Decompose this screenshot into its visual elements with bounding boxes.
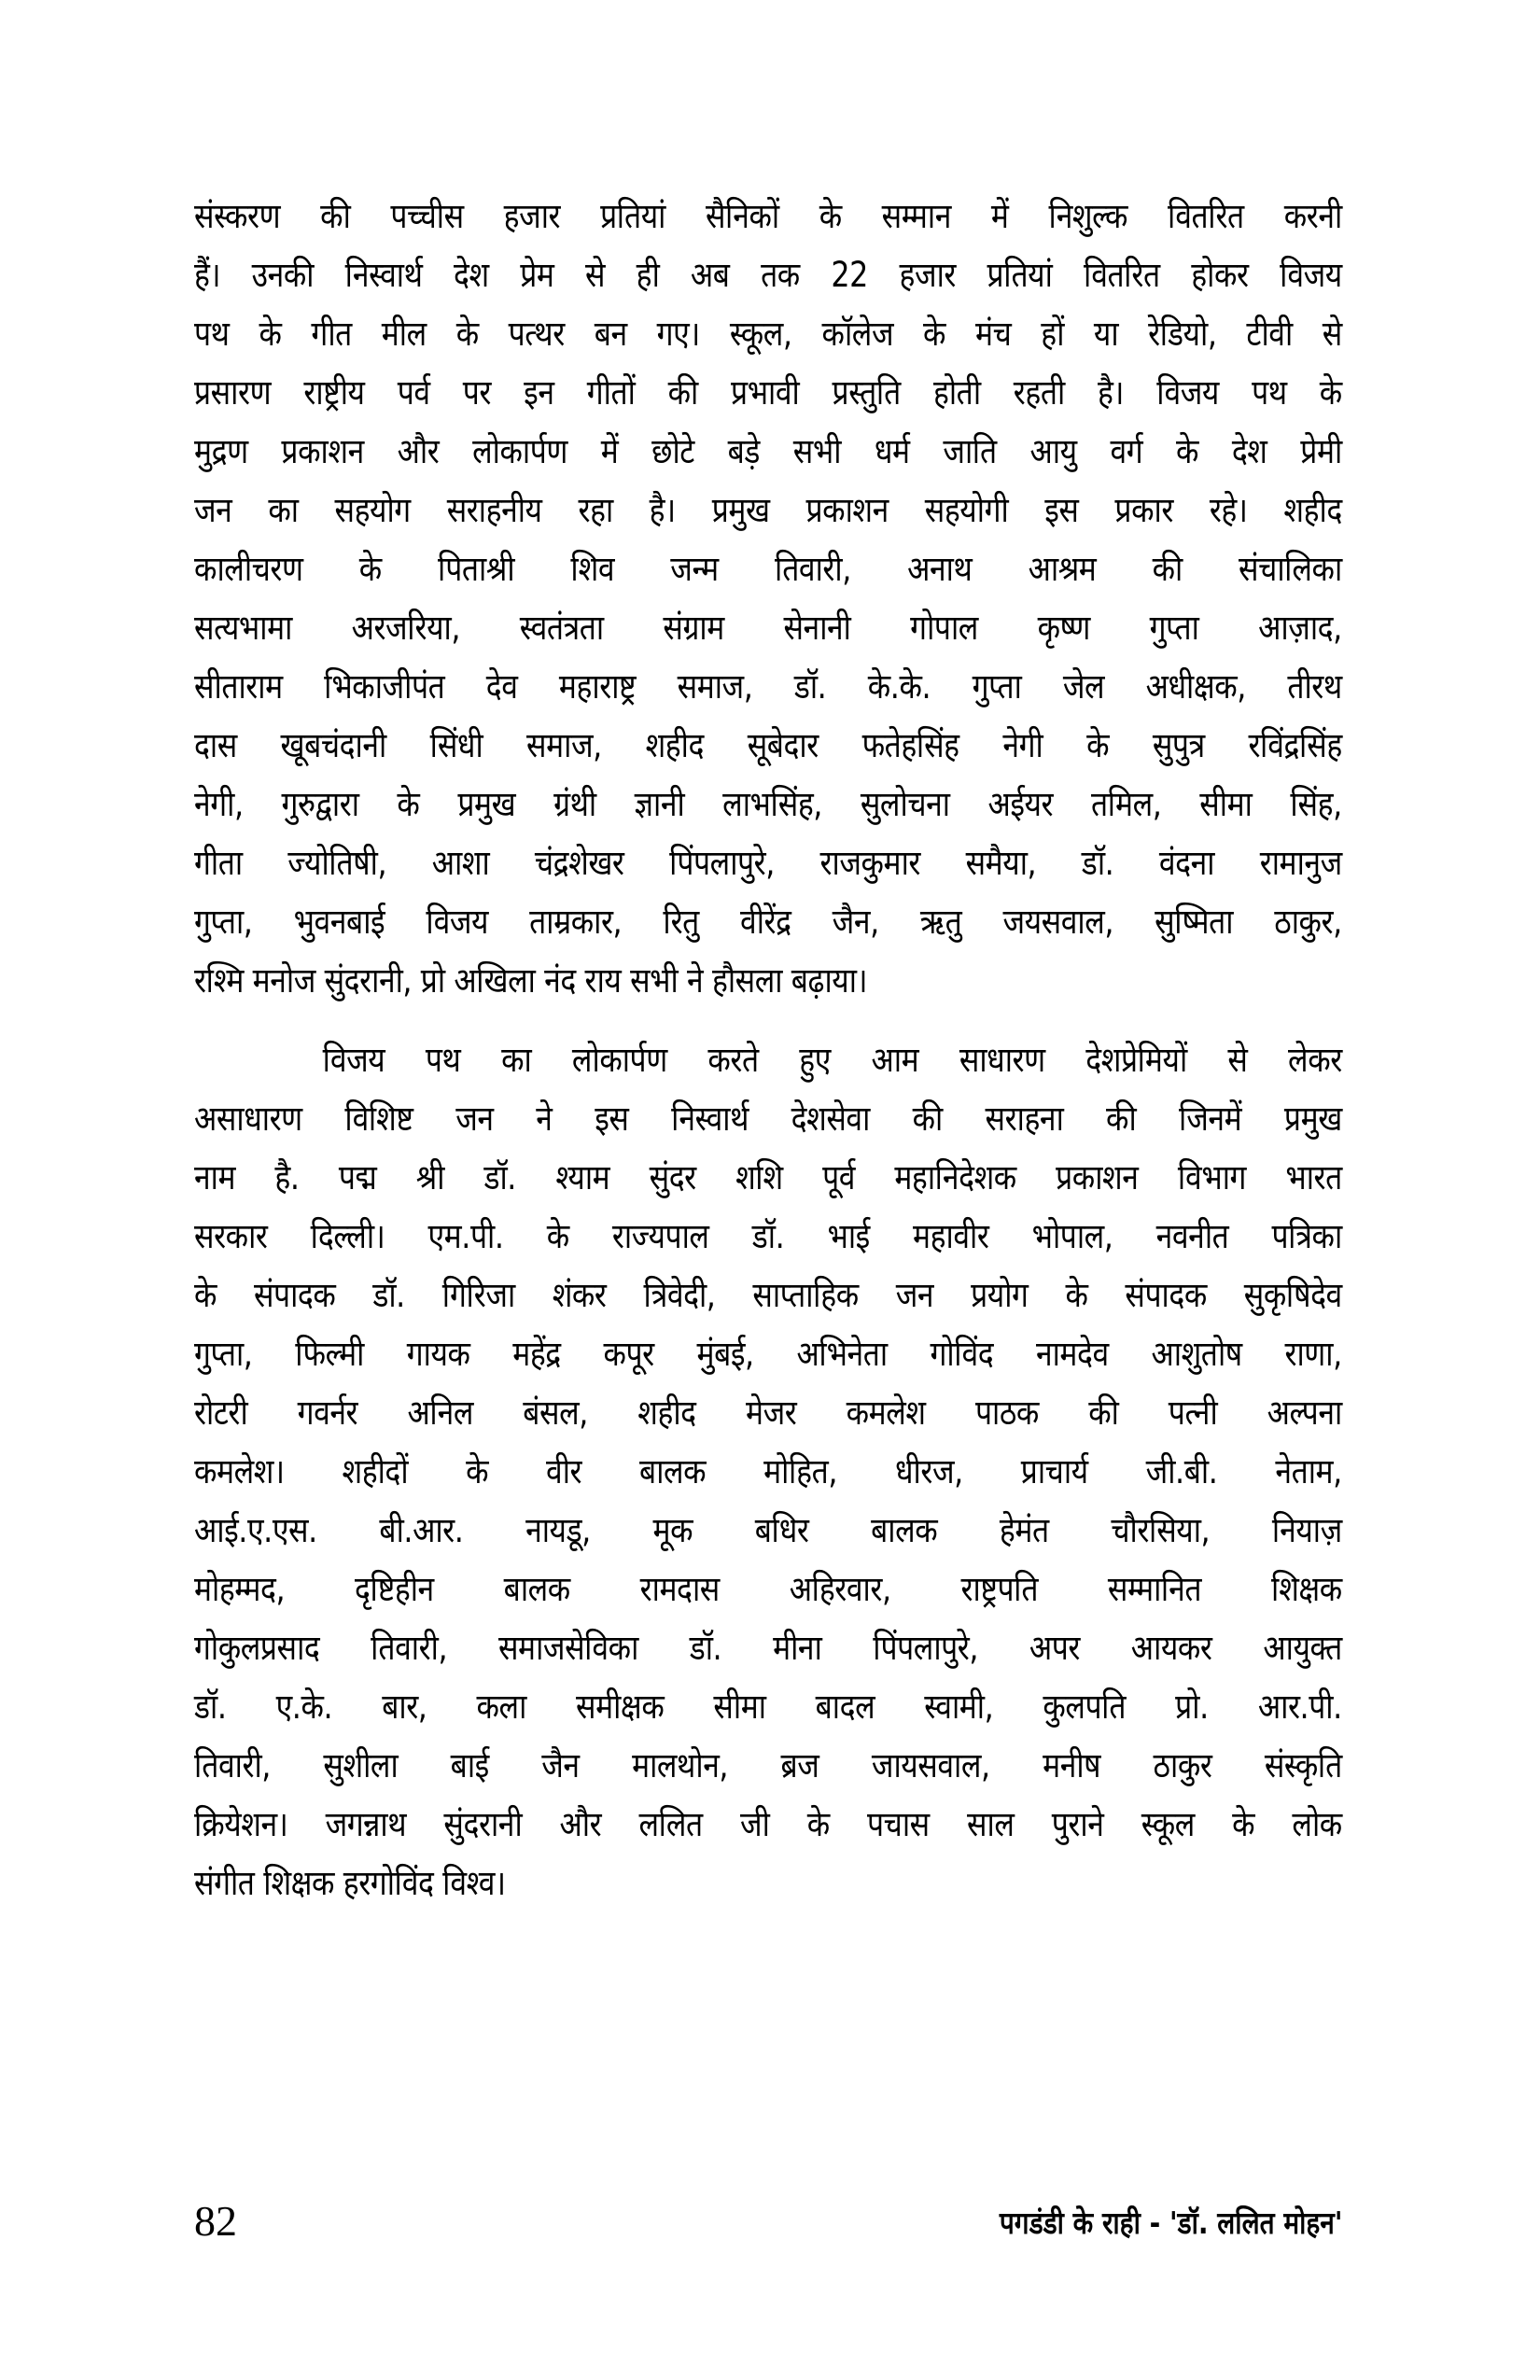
text-line: नेगी, गुरुद्वारा के प्रमुख ग्रंथी ज्ञानी लाभसिंह, सुलोचना अईयर तमिल, सीमा सिंह, [194, 784, 1342, 824]
paragraph-2 [194, 1030, 1342, 1912]
text-line: हैं। उनकी निस्वार्थ देश प्रेम से ही अब तक 22 हजार प्रतियां वितरित होकर विजय [194, 255, 1342, 295]
text-line: नाम है. पद्म श्री डॉ. श्याम सुंदर शशि पूर्व महानिदेशक प्रकाशन विभाग भारत [194, 1157, 1342, 1197]
text-line: गुप्ता, भुवनबाई विजय ताम्रकार, रितु वीरेंद्र जैन, ऋतु जयसवाल, सुष्मिता ठाकुर, [194, 902, 1342, 942]
paragraph-spacer [194, 1010, 1342, 1030]
text-line: कालीचरण के पिताश्री शिव जन्म तिवारी, अनाथ आश्रम की संचालिका [194, 549, 1342, 589]
text-line: गुप्ता, फिल्मी गायक महेंद्र कपूर मुंबई, अभिनेता गोविंद नामदेव आशुतोष राणा, [194, 1334, 1342, 1374]
text-line: कमलेश। शहीदों के वीर बालक मोहित, धीरज, प्राचार्य जी.बी. नेताम, [194, 1451, 1342, 1491]
text-line: गोकुलप्रसाद तिवारी, समाजसेविका डॉ. मीना पिंपलापुरे, अपर आयकर आयुक्त [194, 1628, 1342, 1668]
text-line: रोटरी गवर्नर अनिल बंसल, शहीद मेजर कमलेश पाठक की पत्नी अल्पना [194, 1393, 1342, 1433]
text-line: रश्मि मनोज सुंदरानी, प्रो अखिला नंद राय सभी ने हौसला बढ़ाया। [194, 960, 868, 1001]
body-text [194, 187, 1342, 1912]
text-line: सरकार दिल्ली। एम.पी. के राज्यपाल डॉ. भाई महावीर भोपाल, नवनीत पत्रिका [194, 1216, 1342, 1256]
text-line: विजय पथ का लोकार्पण करते हुए आम साधारण देशप्रेमियों से लेकर [322, 1040, 1342, 1080]
text-line: संस्करण की पच्चीस हजार प्रतियां सैनिकों के सम्मान में निशुल्क वितरित करनी [194, 196, 1342, 236]
text-line: संगीत शिक्षक हरगोविंद विश्व। [194, 1863, 506, 1903]
text-line: दास खूबचंदानी सिंधी समाज, शहीद सूबेदार फतेहसिंह नेगी के सुपुत्र रविंद्रसिंह [194, 725, 1342, 765]
text-line: सीताराम भिकाजीपंत देव महाराष्ट्र समाज, डॉ. के.के. गुप्ता जेल अधीक्षक, तीरथ [194, 666, 1342, 707]
running-title: पगडंडी के राही - 'डॉ. ललित मोहन' [999, 2205, 1342, 2241]
text-line: मुद्रण प्रकाशन और लोकार्पण में छोटे बड़े सभी धर्म जाति आयु वर्ग के देश प्रेमी [194, 431, 1342, 471]
text-line: सत्यभामा अरजरिया, स्वतंत्रता संग्राम सेनानी गोपाल कृष्ण गुप्ता आज़ाद, [194, 608, 1342, 648]
text-line: आई.ए.एस. बी.आर. नायडू, मूक बधिर बालक हेमंत चौरसिया, नियाज़ [194, 1510, 1342, 1550]
paragraph-1 [194, 187, 1342, 1010]
text-line: प्रसारण राष्ट्रीय पर्व पर इन गीतों की प्रभावी प्रस्तुति होती रहती है। विजय पथ के [194, 372, 1342, 413]
text-line: तिवारी, सुशीला बाई जैन मालथोन, ब्रज जायसवाल, मनीष ठाकुर संस्कृति [194, 1745, 1342, 1785]
text-line: मोहम्मद, दृष्टिहीन बालक रामदास अहिरवार, राष्ट्रपति सम्मानित शिक्षक [194, 1569, 1342, 1609]
text-line: गीता ज्योतिषी, आशा चंद्रशेखर पिंपलापुरे, राजकुमार समैया, डॉ. वंदना रामानुज [194, 843, 1342, 883]
text-line: पथ के गीत मील के पत्थर बन गए। स्कूल, कॉलेज के मंच हों या रेडियो, टीवी से [194, 314, 1342, 354]
text-line: जन का सहयोग सराहनीय रहा है। प्रमुख प्रकाशन सहयोगी इस प्रकार रहे। शहीद [194, 490, 1342, 530]
text-line: क्रियेशन। जगन्नाथ सुंदरानी और ललित जी के पचास साल पुराने स्कूल के लोक [194, 1804, 1342, 1844]
page-number: 82 [194, 2197, 237, 2245]
text-line: असाधारण विशिष्ट जन ने इस निस्वार्थ देशसेवा की सराहना की जिनमें प्रमुख [194, 1099, 1342, 1139]
text-line: के संपादक डॉ. गिरिजा शंकर त्रिवेदी, साप्ताहिक जन प्रयोग के संपादक सुकृषिदेव [194, 1275, 1342, 1315]
text-line: डॉ. ए.के. बार, कला समीक्षक सीमा बादल स्वामी, कुलपति प्रो. आर.पी. [194, 1687, 1342, 1727]
